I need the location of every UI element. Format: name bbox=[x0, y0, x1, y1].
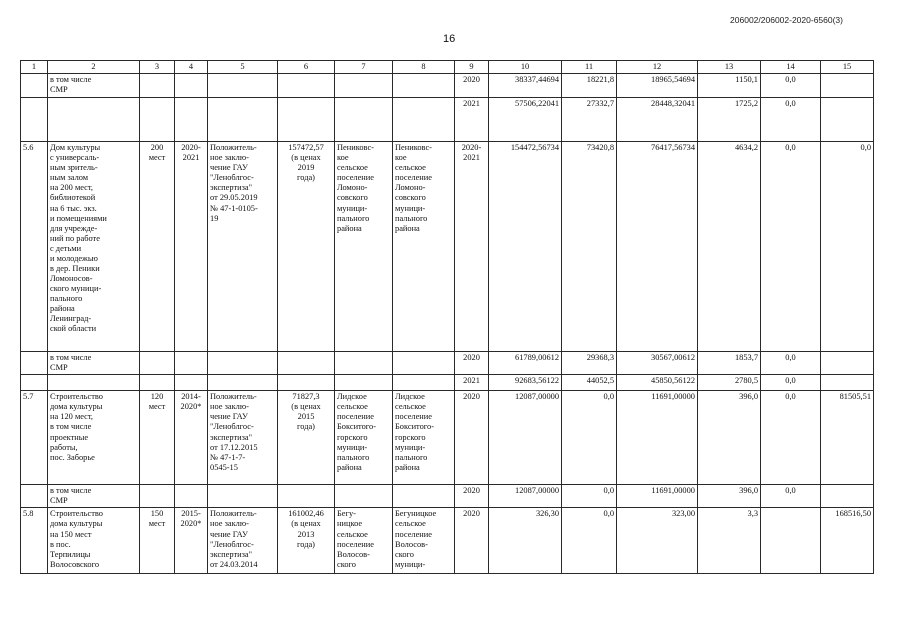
table-cell: 73420,8 bbox=[562, 142, 617, 352]
table-cell bbox=[21, 352, 48, 375]
table-cell: Дом культуры с универсаль- ным зритель- ным залом на 200 мест, библиотекой на 6 тыс. экз. и помещениями для учрежде- ний по работе с детьми и молодежью в дер. Пеники Ломоносов- ского муници- пального района Ленинград- ской области bbox=[48, 142, 140, 352]
table-cell: 161002,46 (в ценах 2013 года) bbox=[278, 508, 335, 574]
table-cell bbox=[208, 98, 278, 142]
table-cell bbox=[393, 352, 455, 375]
table-cell: 0,0 bbox=[761, 375, 821, 391]
table-cell: 2020 bbox=[455, 391, 489, 485]
table-cell: 2020- 2021 bbox=[455, 142, 489, 352]
table-cell bbox=[335, 485, 393, 508]
table-cell: 2020- 2021 bbox=[175, 142, 208, 352]
table-cell: 154472,56734 bbox=[489, 142, 562, 352]
table-cell bbox=[208, 485, 278, 508]
table-cell: 2020 bbox=[455, 74, 489, 98]
table-cell: 396,0 bbox=[698, 391, 761, 485]
table-cell: 11691,00000 bbox=[617, 485, 698, 508]
table-row bbox=[21, 74, 874, 98]
table-cell bbox=[278, 375, 335, 391]
table-cell: Строительство дома культуры на 150 мест в пос. Терпилицы Волосовского bbox=[48, 508, 140, 574]
column-header: 3 bbox=[140, 61, 175, 74]
table-cell bbox=[278, 74, 335, 98]
table-cell bbox=[393, 375, 455, 391]
table-cell: 0,0 bbox=[761, 352, 821, 375]
table-cell bbox=[140, 98, 175, 142]
table-row bbox=[21, 391, 874, 485]
table-row bbox=[21, 508, 874, 574]
column-header: 6 bbox=[278, 61, 335, 74]
table-cell: Лидское сельское поселение Бокситого- горского муници- пального района bbox=[335, 391, 393, 485]
table-row bbox=[21, 98, 874, 142]
table-cell: в том числе СМР bbox=[48, 485, 140, 508]
table-cell: 0,0 bbox=[562, 485, 617, 508]
table-cell: Пениковс- кое сельское поселение Ломоно- совского муници- пального района bbox=[335, 142, 393, 352]
table-cell: 2015- 2020* bbox=[175, 508, 208, 574]
table-row bbox=[21, 485, 874, 508]
table-cell: 1725,2 bbox=[698, 98, 761, 142]
table-cell bbox=[278, 485, 335, 508]
table-cell: 5.8 bbox=[21, 508, 48, 574]
column-header: 15 bbox=[821, 61, 874, 74]
table-cell: 150 мест bbox=[140, 508, 175, 574]
table-cell bbox=[208, 375, 278, 391]
table-cell bbox=[140, 352, 175, 375]
table-cell: 0,0 bbox=[821, 142, 874, 352]
table-cell: 0,0 bbox=[562, 391, 617, 485]
table-cell bbox=[278, 352, 335, 375]
table-cell: 27332,7 bbox=[562, 98, 617, 142]
header-row bbox=[21, 61, 874, 74]
table-cell: 2020 bbox=[455, 485, 489, 508]
table-cell: 28448,32041 bbox=[617, 98, 698, 142]
table-cell: 0,0 bbox=[761, 391, 821, 485]
table-cell bbox=[140, 485, 175, 508]
table-cell: 1150,1 bbox=[698, 74, 761, 98]
table-row bbox=[21, 375, 874, 391]
table-cell: 2021 bbox=[455, 375, 489, 391]
budget-table bbox=[20, 60, 874, 574]
table-cell: в том числе СМР bbox=[48, 74, 140, 98]
table-cell: 2780,5 bbox=[698, 375, 761, 391]
table-cell bbox=[175, 375, 208, 391]
table-cell: Положитель- ное заклю- чение ГАУ "Леноблгос- экспертиза" от 17.12.2015 № 47-1-7- 0545-15 bbox=[208, 391, 278, 485]
table-cell: 12087,00000 bbox=[489, 485, 562, 508]
table-cell: 61789,00612 bbox=[489, 352, 562, 375]
table-cell: 18221,8 bbox=[562, 74, 617, 98]
table-cell bbox=[175, 352, 208, 375]
column-header: 8 bbox=[393, 61, 455, 74]
table-cell bbox=[175, 485, 208, 508]
table-cell: 200 мест bbox=[140, 142, 175, 352]
table-cell: 11691,00000 bbox=[617, 391, 698, 485]
table-cell: 57506,22041 bbox=[489, 98, 562, 142]
table-cell: 157472,57 (в ценах 2019 года) bbox=[278, 142, 335, 352]
table-cell bbox=[821, 74, 874, 98]
table-cell: Бегуницкое сельское поселение Волосов- ского муници- bbox=[393, 508, 455, 574]
table-cell bbox=[140, 375, 175, 391]
column-header: 1 bbox=[21, 61, 48, 74]
table-cell bbox=[335, 375, 393, 391]
table-cell: в том числе СМР bbox=[48, 352, 140, 375]
table-cell: 323,00 bbox=[617, 508, 698, 574]
column-header: 4 bbox=[175, 61, 208, 74]
table-cell: 0,0 bbox=[761, 74, 821, 98]
column-header: 12 bbox=[617, 61, 698, 74]
table-cell bbox=[21, 74, 48, 98]
table-cell: 71827,3 (в ценах 2015 года) bbox=[278, 391, 335, 485]
table-cell: 396,0 bbox=[698, 485, 761, 508]
table-cell: Лидское сельское поселение Бокситого- горского муници- пального района bbox=[393, 391, 455, 485]
table-cell bbox=[821, 485, 874, 508]
column-header: 2 bbox=[48, 61, 140, 74]
table-cell: Строительство дома культуры на 120 мест, в том числе проектные работы, пос. Заборье bbox=[48, 391, 140, 485]
table-cell bbox=[208, 74, 278, 98]
table-cell bbox=[175, 98, 208, 142]
table-cell bbox=[335, 74, 393, 98]
table-cell: 92683,56122 bbox=[489, 375, 562, 391]
table-cell: 38337,44694 bbox=[489, 74, 562, 98]
table-row bbox=[21, 142, 874, 352]
table-cell bbox=[140, 74, 175, 98]
column-header: 7 bbox=[335, 61, 393, 74]
table-cell: 2020 bbox=[455, 508, 489, 574]
table-cell: 5.6 bbox=[21, 142, 48, 352]
column-header: 10 bbox=[489, 61, 562, 74]
table-cell: 2014- 2020* bbox=[175, 391, 208, 485]
table-cell: 18965,54694 bbox=[617, 74, 698, 98]
table-cell bbox=[208, 352, 278, 375]
column-header: 13 bbox=[698, 61, 761, 74]
table-cell: 0,0 bbox=[761, 485, 821, 508]
column-header: 14 bbox=[761, 61, 821, 74]
table-cell bbox=[335, 98, 393, 142]
table-cell: 45850,56122 bbox=[617, 375, 698, 391]
page-number: 16 bbox=[443, 33, 456, 45]
table-cell: 120 мест bbox=[140, 391, 175, 485]
table-cell: 0,0 bbox=[562, 508, 617, 574]
table-cell: 326,30 bbox=[489, 508, 562, 574]
table-cell bbox=[393, 74, 455, 98]
table-cell: 2021 bbox=[455, 98, 489, 142]
table-cell bbox=[393, 485, 455, 508]
column-header: 9 bbox=[455, 61, 489, 74]
table-cell: 30567,00612 bbox=[617, 352, 698, 375]
column-header: 11 bbox=[562, 61, 617, 74]
table-cell bbox=[21, 375, 48, 391]
table-cell bbox=[821, 352, 874, 375]
table-cell: 0,0 bbox=[761, 98, 821, 142]
table-cell bbox=[48, 375, 140, 391]
table-row bbox=[21, 352, 874, 375]
table-cell: 12087,00000 bbox=[489, 391, 562, 485]
table-cell bbox=[821, 98, 874, 142]
table-cell: 0,0 bbox=[761, 142, 821, 352]
table-cell: Положитель- ное заклю- чение ГАУ "Леноблгос- экспертиза" от 24.03.2014 bbox=[208, 508, 278, 574]
table-cell: 5.7 bbox=[21, 391, 48, 485]
table-cell: 2020 bbox=[455, 352, 489, 375]
column-header: 5 bbox=[208, 61, 278, 74]
table-cell bbox=[335, 352, 393, 375]
table-cell: 44052,5 bbox=[562, 375, 617, 391]
table-cell: Бегу- ницкое сельское поселение Волосов- ского bbox=[335, 508, 393, 574]
table-cell: 4634,2 bbox=[698, 142, 761, 352]
table-cell bbox=[821, 375, 874, 391]
table-cell: 76417,56734 bbox=[617, 142, 698, 352]
table-cell bbox=[761, 508, 821, 574]
table-cell: 29368,3 bbox=[562, 352, 617, 375]
document-id: 206002/206002-2020-6560(3) bbox=[730, 15, 843, 25]
table-cell: Пениковс- кое сельское поселение Ломоно- совского муници- пального района bbox=[393, 142, 455, 352]
table-cell: 1853,7 bbox=[698, 352, 761, 375]
table-cell: 168516,50 bbox=[821, 508, 874, 574]
table-cell bbox=[393, 98, 455, 142]
table-cell bbox=[21, 98, 48, 142]
table-cell: Положитель- ное заклю- чение ГАУ "Леноблгос- экспертиза" от 29.05.2019 № 47-1-0105- 19 bbox=[208, 142, 278, 352]
table-cell bbox=[175, 74, 208, 98]
table-cell bbox=[278, 98, 335, 142]
table-cell bbox=[21, 485, 48, 508]
table-cell: 3,3 bbox=[698, 508, 761, 574]
table-cell bbox=[48, 98, 140, 142]
table-cell: 81505,51 bbox=[821, 391, 874, 485]
